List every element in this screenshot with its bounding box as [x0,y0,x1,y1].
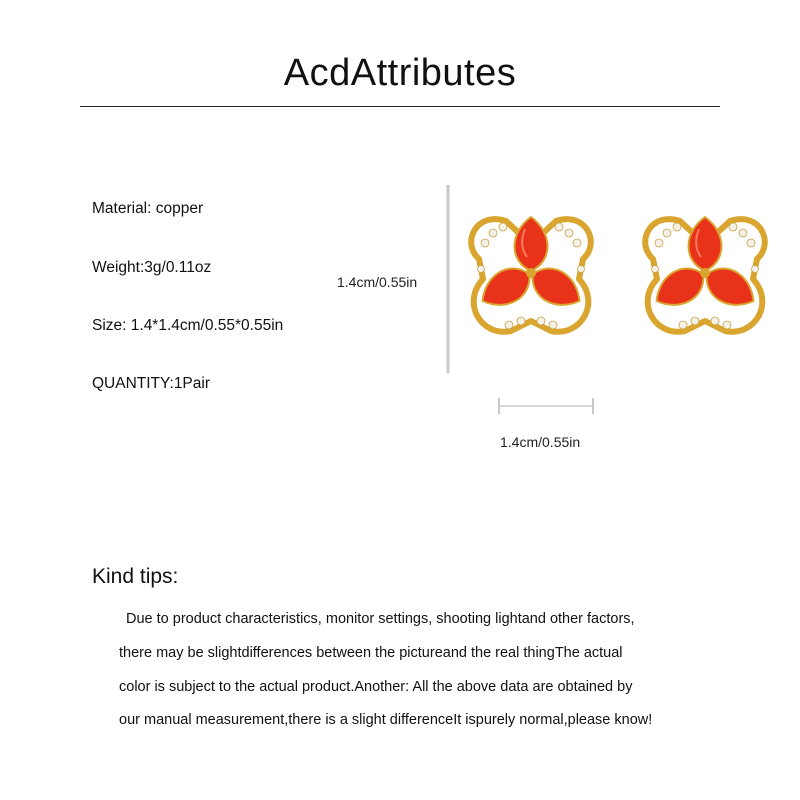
title-underline [80,106,720,107]
material-attribute: Material: copper [92,200,204,217]
page-title: AcdAttributes [283,52,517,94]
height-dimension-line [446,185,450,373]
tip-line: color is subject to the actual product.Another: All the above data are obtained by [119,679,633,695]
size-attribute: Size: 1.4*1.4cm/0.55*0.55in [92,317,284,334]
earring-image-left [456,198,606,348]
kind-tips-heading: Kind tips: [92,565,179,588]
quantity-attribute: QUANTITY:1Pair [92,375,210,392]
tip-line: our manual measurement,there is a slight differenceIt ispurely normal,please know! [119,712,653,728]
earring-image-right [630,198,780,348]
height-dimension-label: 1.4cm/0.55in [337,274,418,290]
tip-line: Due to product characteristics, monitor settings, shooting lightand other factors, [126,611,635,627]
width-dimension-line [498,398,594,414]
tip-line: there may be slightdifferences between the pictureand the real thingThe actual [119,645,623,661]
weight-attribute: Weight:3g/0.11oz [92,259,212,276]
width-dimension-label: 1.4cm/0.55in [500,434,581,450]
